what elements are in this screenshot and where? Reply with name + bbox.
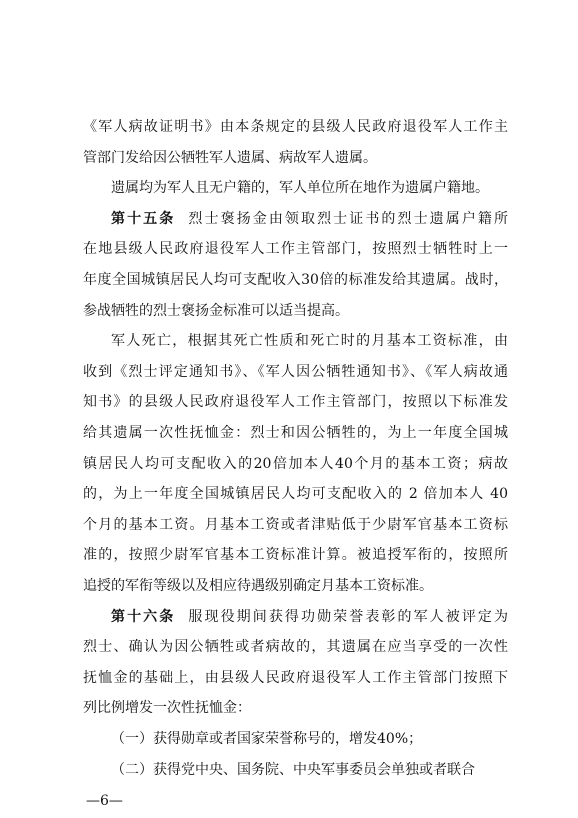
page-number: —6— (86, 793, 123, 809)
text-line: 遗属均为军人且无户籍的，军人单位所在地作为遗属户籍地。 (111, 180, 489, 197)
text-line: 在地县级人民政府退役军人工作主管部门，按照烈士牺牲时上一 (83, 241, 508, 258)
text-line: 年度全国城镇居民人均可支配收入30倍的标准发给其遗属。战时， (83, 272, 508, 288)
text-line: 管部门发给因公牺牲军人遗属、病故军人遗属。 (83, 149, 377, 166)
text-line: 个月的基本工资。月基本工资或者津贴低于少尉军官基本工资标 (83, 516, 508, 533)
text-line: 给其遗属一次性抚恤金：烈士和因公牺牲的，为上一年度全国城 (83, 425, 508, 441)
list-item: （二）获得党中央、国务院、中央军事委员会单独或者联合 (111, 761, 475, 778)
article-heading: 第十六条 (111, 608, 176, 625)
text-line: 镇居民人均可支配收入的20倍加本人40个月的基本工资；病故 (83, 455, 508, 472)
text-line: 的，为上一年度全国城镇居民人均可支配收入的 2 倍加本人 40 (83, 486, 508, 503)
text-line: 知书》的县级人民政府退役军人工作主管部门，按照以下标准发 (83, 394, 508, 411)
text-line: 参战牺牲的烈士褒扬金标准可以适当提高。 (83, 302, 349, 319)
text-line: 烈士、确认为因公牺牲或者病故的，其遗属在应当享受的一次性 (83, 639, 508, 656)
article-text: 服现役期间获得功勋荣誉表彰的军人被评定为 (188, 608, 509, 625)
text-line: 列比例增发一次性抚恤金： (83, 700, 251, 717)
text-line: 收到《烈士评定通知书》、《军人因公牺牲通知书》、《军人病故通 (83, 363, 508, 380)
article-text: 烈士褒扬金由领取烈士证书的烈士遗属户籍所 (188, 210, 509, 227)
text-line: 准的，按照少尉军官基本工资标准计算。被追授军衔的，按照所 (83, 547, 508, 564)
text-line: 军人死亡，根据其死亡性质和死亡时的月基本工资标准，由 (111, 333, 508, 350)
list-item: （一）获得勋章或者国家荣誉称号的，增发40%； (111, 731, 423, 747)
text-line: 《军人病故证明书》由本条规定的县级人民政府退役军人工作主 (83, 119, 508, 135)
article-16-line (111, 607, 508, 627)
text-line: 抚恤金的基础上，由县级人民政府退役军人工作主管部门按照下 (83, 669, 508, 686)
article-15-line (111, 209, 508, 229)
text-line: 追授的军衔等级以及相应待遇级别确定月基本工资标准。 (83, 578, 433, 594)
article-heading: 第十五条 (111, 210, 176, 227)
